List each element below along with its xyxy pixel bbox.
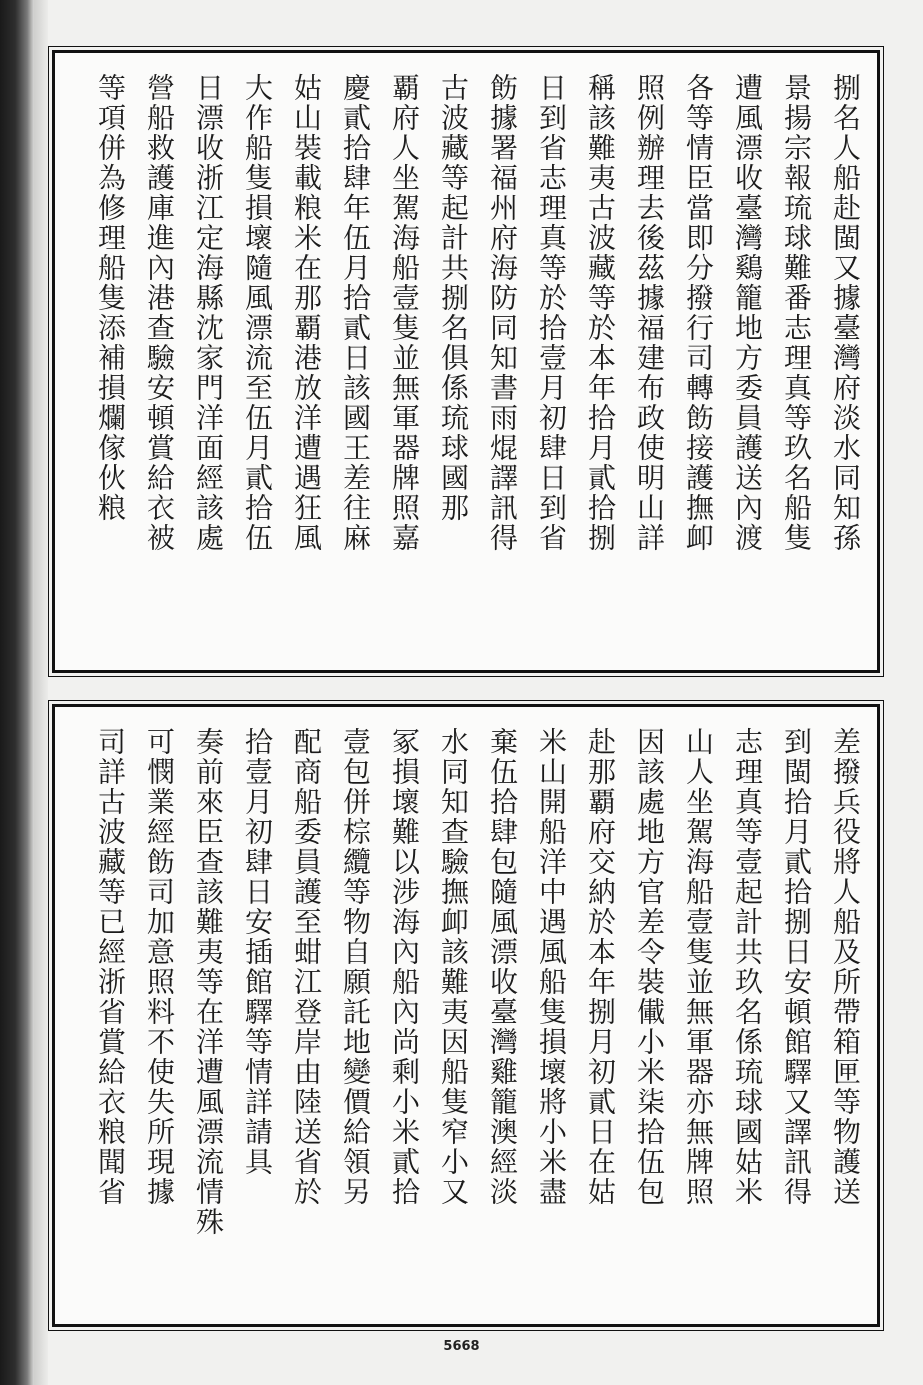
- text-column: 等項併為修理船隻添補損爛傢伙粮: [94, 73, 127, 523]
- text-column: 稱該難夷古波藏等於本年拾月貳拾捌: [584, 73, 617, 553]
- text-column: 飭據署福州府海防同知書雨焜譯訊得: [486, 73, 519, 553]
- text-column: 到閩拾月貳拾捌日安頓館驛又譯訊得: [780, 727, 813, 1207]
- text-column: 米山開船洋中遇風船隻損壞將小米盡: [535, 727, 568, 1207]
- text-column: 壹包併棕纜等物自願託地變價給領另: [339, 727, 372, 1207]
- text-column: 可憫業經飭司加意照料不使失所現據: [143, 727, 176, 1207]
- text-column: 遭風漂收臺灣鷄籠地方委員護送內渡: [731, 73, 764, 553]
- text-column: 山人坐駕海船壹隻並無軍器亦無牌照: [682, 727, 715, 1207]
- text-column: 大作船隻損壞隨風漂流至伍月貳拾伍: [241, 73, 274, 553]
- text-column: 各等情臣當即分撥行司轉飭接護撫卹: [682, 73, 715, 553]
- text-column: 姑山裝載粮米在那覇港放洋遭遇狂風: [290, 73, 323, 553]
- text-column: 奏前來臣查該難夷等在洋遭風漂流情殊: [192, 727, 225, 1237]
- book-binding-gutter: [34, 0, 48, 1385]
- text-column: 志理真等壹起計共玖名係琉球國姑米: [731, 727, 764, 1207]
- text-column: 配商船委員護至蚶江登岸由陸送省於: [290, 727, 323, 1207]
- text-column: 差撥兵役將人船及所帶箱匣等物護送: [829, 727, 862, 1207]
- page-number: 5668: [443, 1339, 480, 1354]
- text-column: 覇府人坐駕海船壹隻並無軍器牌照嘉: [388, 73, 421, 553]
- text-column: 水同知查驗撫卹該難夷因船隻窄小又: [437, 727, 470, 1207]
- text-column: 司詳古波藏等已經浙省賞給衣粮聞省: [94, 727, 127, 1207]
- book-binding-shadow: [0, 0, 34, 1385]
- text-column: 赴那覇府交納於本年捌月初貳日在姑: [584, 727, 617, 1207]
- text-column: 冢損壞難以涉海內船內尚剩小米貳拾: [388, 727, 421, 1207]
- top-manuscript-panel: [52, 50, 880, 673]
- text-column: 日漂收浙江定海縣沈家門洋面經該處: [192, 73, 225, 553]
- text-column: 古波藏等起計共捌名俱係琉球國那: [437, 73, 470, 523]
- text-column: 營船救護庫進內港查驗安頓賞給衣被: [143, 73, 176, 553]
- bottom-manuscript-panel: [52, 704, 880, 1327]
- text-column: 捌名人船赴閩又據臺灣府淡水同知孫: [829, 73, 862, 553]
- text-column: 日到省志理真等於拾壹月初肆日到省: [535, 73, 568, 553]
- text-column: 棄伍拾肆包隨風漂收臺灣雞籠澳經淡: [486, 727, 519, 1207]
- text-column: 景揚宗報琉球難番志理真等玖名船隻: [780, 73, 813, 553]
- text-column: 慶貳拾肆年伍月拾貳日該國王差往麻: [339, 73, 372, 553]
- text-column: 因該處地方官差令裝儎小米柒拾伍包: [633, 727, 666, 1207]
- text-column: 照例辦理去後茲據福建布政使明山詳: [633, 73, 666, 553]
- text-column: 拾壹月初肆日安插館驛等情詳請具: [241, 727, 274, 1177]
